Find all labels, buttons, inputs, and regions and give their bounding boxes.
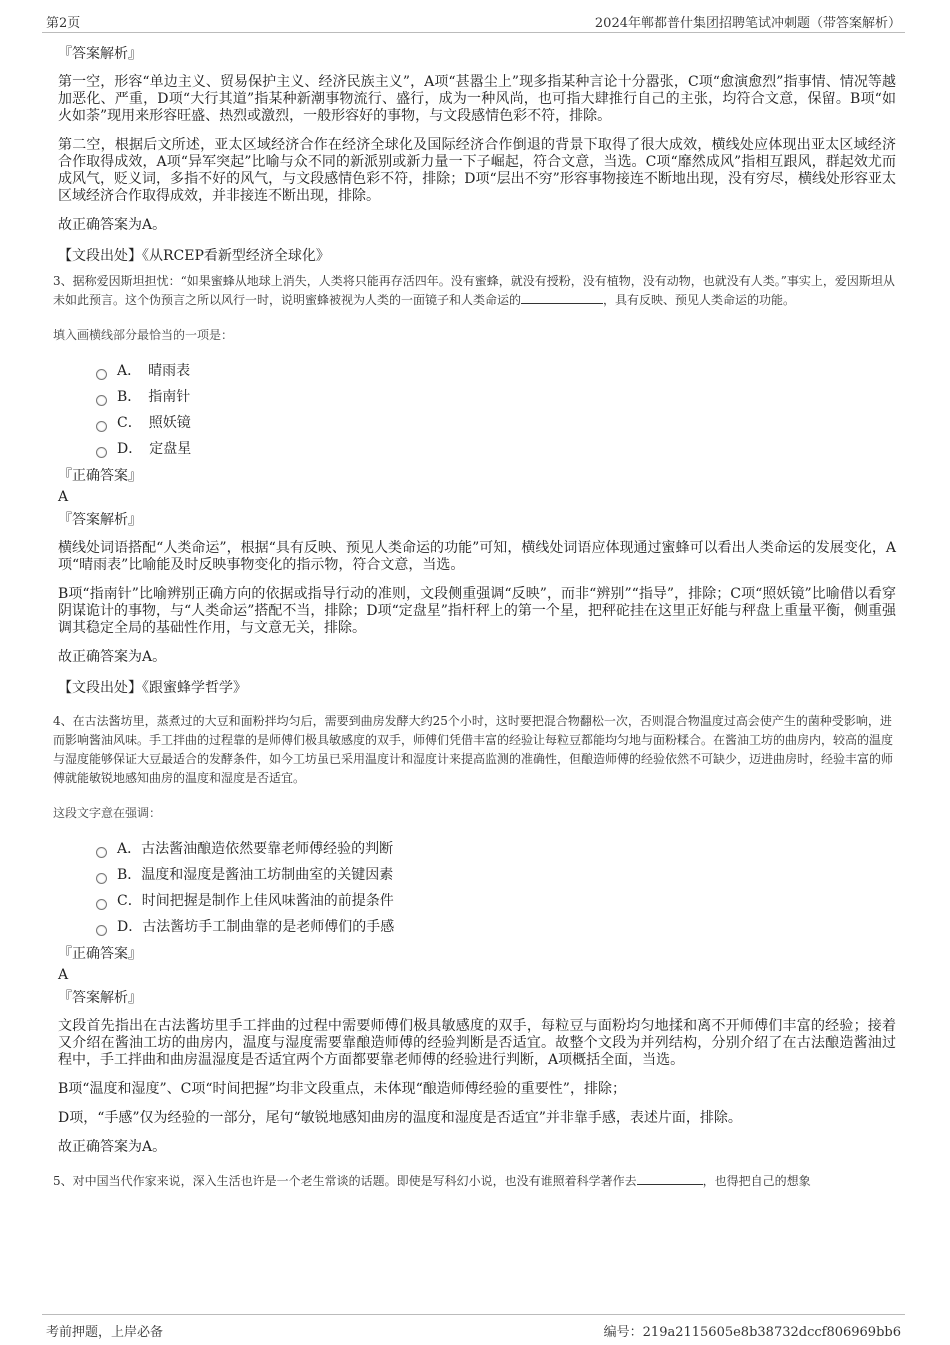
q4-analysis-p1: 文段首先指出在古法酱坊里手工拌曲的过程中需要师傅们极具敏感度的双手，每粒豆与面粉均匀地揉和离不开师傅们丰富的经验；接着又介绍在酱油工坊的曲房内，温度与湿度需要靠酿造师傅的经验判断是否适宜。故整个文段为并列结构，分别介绍了在古法酿造酱油过程中，手工拌曲和曲房温湿度是否适宜两个方面都要靠老师傅的经验进行判断，A项概括全面，当选。 xyxy=(58,1018,896,1068)
q4-analysis-p3: D项，“手感”仅为经验的一部分，尾句“敏锐地感知曲房的温度和湿度是否适宜”并非靠手感，表述片面，排除。 xyxy=(58,1110,742,1126)
radio-button[interactable] xyxy=(96,369,107,380)
q3-text xyxy=(53,272,896,310)
page-number: 第2页 xyxy=(46,16,81,31)
q4-conclusion: 故正确答案为A。 xyxy=(58,1139,167,1155)
q4-option-a[interactable] xyxy=(96,836,896,862)
option-label: B．温度和湿度是酱油工坊制曲室的关键因素 xyxy=(117,867,394,883)
q3-options xyxy=(96,358,896,462)
q3-analysis-p2: B项“指南针”比喻辨别正确方向的依据或指导行动的准则，文段侧重强调“反映”，而非“辨别”“指导”，排除；C项“照妖镜”比喻借以看穿阴谋诡计的事物，与“人类命运”搭配不当，排除；D项“定盘星”指杆秤上的第一个星，把秤砣挂在这里正好能与秤盘上重量平衡，侧重强调其稳定全局的基础性作用，与文意无关，排除。 xyxy=(58,586,896,636)
q3-option-d[interactable] xyxy=(96,436,896,462)
radio-button[interactable] xyxy=(96,899,107,910)
radio-button[interactable] xyxy=(96,395,107,406)
q2-source: 【文段出处】《从RCEP看新型经济全球化》 xyxy=(58,248,330,264)
option-label: A．古法酱油酿造依然要靠老师傅经验的判断 xyxy=(117,841,394,857)
q2-analysis-p2: 第二空，根据后文所述，亚太区域经济合作在经济全球化及国际经济合作倒退的背景下取得了很大成效，横线处应体现出亚太区域经济合作取得成效，A项“异军突起”比喻与众不同的新派别或新力量一下子崛起，符合文意，当选。C项“靡然成风”指相互跟风，群起效尤而成风气，贬义词，多指不好的风气，与文段感情色彩不符，排除；D项“层出不穷”形容事物接连不断地出现，没有穷尽，横线处形容亚太区域经济合作取得成效，并非接连不断出现，排除。 xyxy=(58,137,896,204)
q3-conclusion: 故正确答案为A。 xyxy=(58,649,167,665)
document-id: 编号：219a2115605e8b38732dccf806969bb6 xyxy=(603,1325,901,1340)
q2-analysis-p1: 第一空，形容“单边主义、贸易保护主义、经济民族主义”，A项“甚嚣尘上”现多指某种言论十分嚣张，C项“愈演愈烈”指事情、情况等越加恶化、严重，D项“大行其道”指某种新潮事物流行、盛行，成为一种风尚，也可指大肆推行自己的主张，均符合文意，保留。B项“如火如荼”现用来形容旺盛、热烈或激烈，一般形容好的事物，与文段感情色彩不符，排除。 xyxy=(58,74,896,124)
radio-button[interactable] xyxy=(96,447,107,458)
radio-button[interactable] xyxy=(96,873,107,884)
q3-text-after: ，具有反映、预见人类命运的功能。 xyxy=(603,293,796,307)
q4-option-b[interactable] xyxy=(96,862,896,888)
radio-button[interactable] xyxy=(96,421,107,432)
q3-option-c[interactable] xyxy=(96,410,896,436)
option-label: C． 照妖镜 xyxy=(117,415,191,431)
option-label: D．古法酱坊手工制曲靠的是老师傅们的手感 xyxy=(117,919,395,935)
fill-blank xyxy=(521,291,603,304)
document-title: 2024年郸都普什集团招聘笔试冲刺题（带答案解析） xyxy=(594,16,901,31)
q3-text-before: 3、据称爱因斯坦担忧：“如果蜜蜂从地球上消失，人类将只能再存活四年。没有蜜蜂，就没有授粉，没有植物，没有动物，也就没有人类。”事实上，爱因斯坦从未如此预言。这个伪预言之所以风行一时，说明蜜蜂被视为人类的一面镜子和人类命运的 xyxy=(53,274,895,307)
q4-option-d[interactable] xyxy=(96,914,896,940)
q2-conclusion: 故正确答案为A。 xyxy=(58,217,167,233)
q5-text xyxy=(53,1172,896,1191)
analysis-label: 『答案解析』 xyxy=(58,512,142,528)
q5-text-before: 5、对中国当代作家来说，深入生活也许是一个老生常谈的话题。即使是写科幻小说，也没有谁照着科学著作去 xyxy=(53,1174,637,1188)
footer-slogan: 考前押题，上岸必备 xyxy=(46,1325,164,1340)
q4-options xyxy=(96,836,896,940)
content xyxy=(53,44,896,1191)
option-label: D． 定盘星 xyxy=(117,441,192,457)
correct-answer-label: 『正确答案』 xyxy=(58,946,142,962)
q3-answer: A xyxy=(58,489,69,505)
page-footer xyxy=(42,1314,905,1345)
radio-button[interactable] xyxy=(96,925,107,936)
q3-option-b[interactable] xyxy=(96,384,896,410)
page-header xyxy=(42,10,905,33)
q3-prompt: 填入画横线部分最恰当的一项是： xyxy=(53,328,234,342)
option-label: A． 晴雨表 xyxy=(117,363,191,379)
q4-analysis-p2: B项“温度和湿度”、C项“时间把握”均非文段重点，未体现“酿造师傅经验的重要性”，排除； xyxy=(58,1081,626,1097)
radio-button[interactable] xyxy=(96,847,107,858)
q4-option-c[interactable] xyxy=(96,888,896,914)
fill-blank xyxy=(637,1172,703,1185)
correct-answer-label: 『正确答案』 xyxy=(58,468,142,484)
option-label: B． 指南针 xyxy=(117,389,191,405)
q3-option-a[interactable] xyxy=(96,358,896,384)
analysis-label: 『答案解析』 xyxy=(58,46,142,62)
analysis-label: 『答案解析』 xyxy=(58,990,142,1006)
q3-analysis-p1: 横线处词语搭配“人类命运”，根据“具有反映、预见人类命运的功能”可知，横线处词语应体现通过蜜蜂可以看出人类命运的发展变化，A项“晴雨表”比喻能及时反映事物变化的指示物，符合文意，当选。 xyxy=(58,540,896,573)
q4-answer: A xyxy=(58,967,69,983)
q4-prompt: 这段文字意在强调： xyxy=(53,806,162,820)
q3-source: 【文段出处】《跟蜜蜂学哲学》 xyxy=(58,680,247,696)
option-label: C．时间把握是制作上佳风味酱油的前提条件 xyxy=(117,893,394,909)
q4-text: 4、在古法酱坊里，蒸煮过的大豆和面粉拌均匀后，需要到曲房发酵大约25个小时，这时要把混合物翻松一次，否则混合物温度过高会使产生的菌种受影响，进而影响酱油风味。手工拌曲的过程靠的是师傅们极具敏感度的双手，师傅们凭借丰富的经验让每粒豆都能均匀地与面粉糅合。在酱油工坊的曲房内，较高的温度与湿度能够保证大豆最适合的发酵条件，如今工坊虽已采用温度计和湿度计来提高监测的准确性，但酿造师傅的经验依然不可缺少，迈进曲房时，经验丰富的师傅就能敏锐地感知曲房的温度和湿度是否适宜。 xyxy=(53,714,894,785)
q5-text-after: ，也得把自己的想象 xyxy=(702,1174,811,1188)
